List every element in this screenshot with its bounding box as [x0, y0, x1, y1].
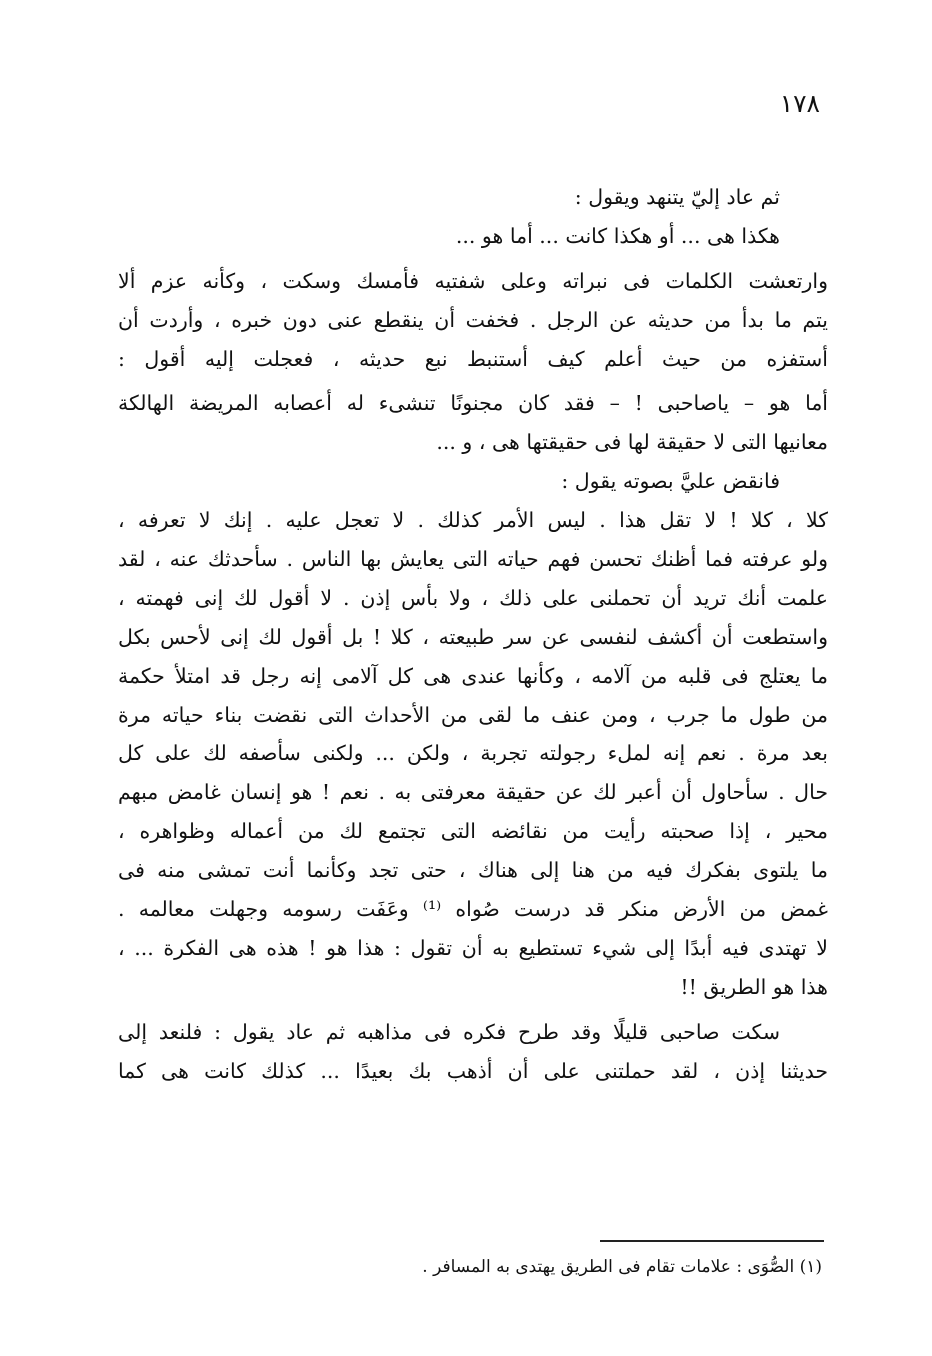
text-line: واستطعت أن أكشف لنفسى عن سر طبيعته ، كلا ! بل أقول لك إنى لأحس بكل	[118, 624, 828, 649]
text-line: ولو عرفته فما أظنك تحسن فهم حياته التى يعايش بها الناس . سأحدثك عنه ، لقد	[118, 547, 828, 572]
text-line: معانيها التى لا حقيقة لها فى حقيقتها هى ، و ...	[436, 430, 828, 455]
text-line: من طول ما جرب ، ومن عنف ما لقى من الأحداث التى نقضت بناء حياته مرة	[118, 702, 828, 727]
text-line: محير ، إذا صحبته رأيت من نقائضه التى تجتمع لك من أعماله وظواهره ،	[118, 819, 828, 844]
text-line: لا تهتدى فيه أبدًا إلى شيء تستطيع به أن تقول : هذا هو ! هذه هى الفكرة ... ،	[118, 935, 828, 960]
text-line: أستفزه من حيث أعلم كيف أستنبط نبع حديثه ، فعجلت إليه أقول :	[118, 346, 828, 371]
text-line: أما هو – ياصاحبى ! – فقد كان مجنونًا تنشىء له أعصابه المريضة الهالكة	[118, 391, 828, 416]
text-line: فانقض عليَّ بصوته يقول :	[561, 469, 780, 494]
text-line: بعد مرة . نعم إنه لملء رجولته تجربة ، ولكن ... ولكنى سأصفه لك على كل	[118, 741, 828, 766]
text-line: يتم ما بدأ من حديثه عن الرجل . فخفت أن ينقطع عنى دون خبره ، وأردت أن	[118, 307, 828, 332]
text-line: غمض من الأرض منكر قد درست صُواه ⁽¹⁾ وعَفَت رسومه وجهلت معالمه .	[118, 897, 829, 922]
text-line: هكذا هى ... أو هكذا كانت ... أما هو ...	[455, 223, 780, 248]
text-line: وارتعشت الكلمات فى نبراته وعلى شفتيه فأمسك وسكت ، وكأنه عزم ألا	[118, 268, 828, 293]
text-line: ما يلتوى بفكرك فيه من هنا إلى هناك ، حتى تجد وكأنما أنت تمشى منه فى	[118, 858, 828, 883]
text-line: هذا هو الطريق !!	[680, 974, 828, 999]
page-number: ١٧٨	[779, 89, 820, 118]
footnote: (١) الصُّوَى : علامات تقام فى الطريق يهتدى به المسافر .	[422, 1257, 822, 1277]
text-line: ما يعتلج فى قلبه من آلامه ، وكأنها عندى هى كل آلامى إنه رجل قد امتلأ حكمة	[118, 663, 828, 688]
text-line: كلا ، كلا ! لا تقل هذا . ليس الأمر كذلك . لا تعجل عليه . إنك لا تعرفه ،	[118, 508, 828, 533]
text-line: ثم عاد إليّ يتنهد ويقول :	[574, 185, 780, 209]
text-line: علمت أنك تريد أن تحملنى على ذلك ، ولا بأس إذن . لا أقول لك إنى فهمته ،	[118, 585, 828, 610]
body-text	[118, 178, 828, 1090]
text-line: سكت صاحبى قليلًا وقد طرح فكره فى مذاهبه ثم عاد يقول : فلنعد إلى	[118, 1019, 780, 1044]
text-line: حال . سأحاول أن أعبر لك عن حقيقة معرفتى به . نعم ! هو إنسان غامض مبهم	[118, 780, 828, 805]
footnote-divider	[600, 1240, 824, 1242]
text-line: حديثنا إذن ، لقد حملتنى على أن أذهب بك بعيدًا ... كذلك كانت هى كما	[118, 1058, 828, 1083]
